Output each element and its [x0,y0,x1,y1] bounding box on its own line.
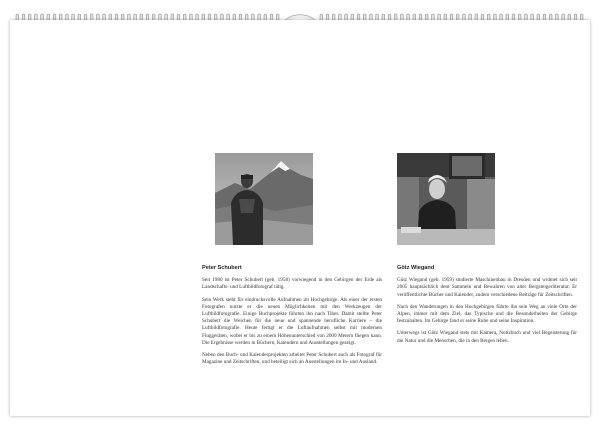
bio-paragraph: Sein Werk steht für eindrucksvolle Aufnahmen im Hochgebirge. Als einer der ersten Fotografen nutzte er die neuen Möglichkeiten mit den Werkzeugen der Luftbildfotografie. Einige Buchprojekte führten ihn nach Tibet. Damit stellte Peter Schubert die Weichen für die neue und spannende berufliche Karriere – die Luftbildfotografie. Heute fertigt er die Luftaufnahmen selbst mit modernen Fluggeräten, wobei er bis zu einem Höhenunterschied von 2000 Metern fliegen kann. Die Ergebnisse werden in Büchern, Kalendern und Ausstellungen gezeigt. [202,296,382,346]
heading-peter-schubert: Peter Schubert [202,265,242,271]
bio-paragraph: Neben den Buch- und Kalenderprojekten arbeitet Peter Schubert auch als Fotograf für Magazine und Zeitschriften, und beteiligt sich an Ausstellungen im In- und Ausland. [202,352,382,366]
bio-paragraph: Unterwegs ist Götz Wiegand stets mit Kamera, Notizbuch und viel Begeisterung für die Natur und die Menschen, die in den Bergen leben. [397,330,577,344]
bio-paragraph: Götz Wiegand (geb. 1959) studierte Maschinenbau in Dresden und widmet sich seit 2005 hauptsächlich dem Sammeln und Bewahren von alter Bergsteigerliteratur. Er veröffentlichte Bücher und Kalender, zudem verschiedene Beiträge für Zeitschriften. [397,277,577,298]
portrait-photo-peter-schubert [215,153,313,245]
heading-goetz-wiegand: Götz Wiegand [397,265,435,271]
portrait-photo-goetz-wiegand [397,153,495,245]
biography-goetz-wiegand [397,265,577,350]
bio-paragraph: Nach den Wanderungen in den Hochgebirgen führte ihn sein Weg an viele Orte der Alpen, immer mit dem Ziel, das Typische und die Besonderheiten der Gebirge festzuhalten. Im Gebirge fand er seine Ruhe und seine Inspiration. [397,303,577,325]
calendar-page [10,20,590,416]
biography-peter-schubert [202,265,382,371]
bio-paragraph: Seit 1980 ist Peter Schubert (geb. 1958) vorwiegend in den Gebirgen der Erde als Landschafts- und Luftbildfotograf tätig. [202,277,382,291]
